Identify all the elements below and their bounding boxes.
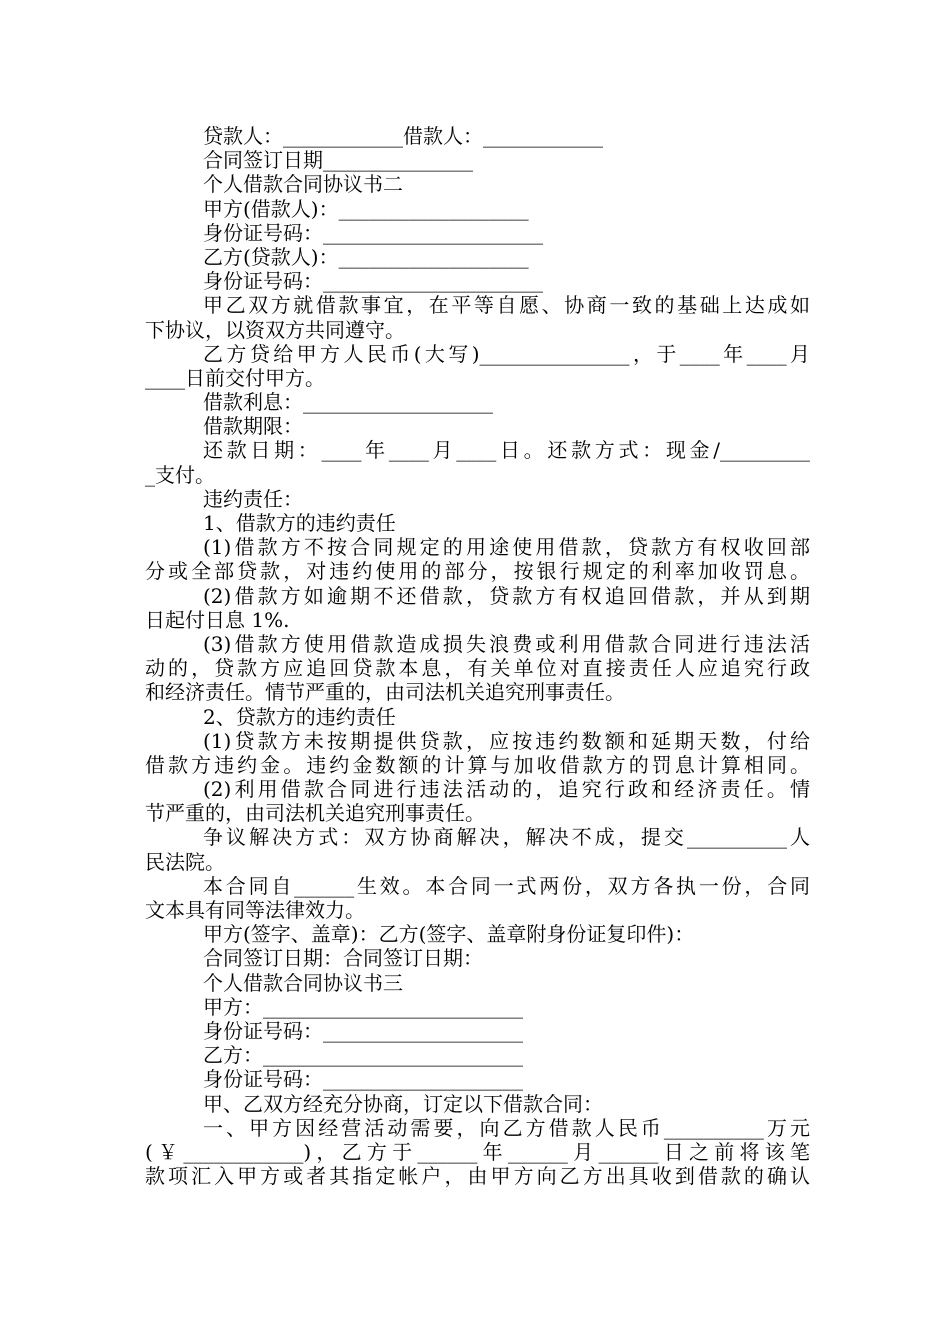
text-line: 甲、乙双方经充分协商，订定以下借款合同： bbox=[203, 1091, 603, 1116]
text-line: 甲方(签字、盖章)：乙方(签字、盖章附身份证复印件)： bbox=[203, 922, 695, 947]
text-line: 动的，贷款方应追回贷款本息，有关单位对直接责任人应追究行政 bbox=[145, 656, 810, 681]
text-line: 下协议，以资双方共同遵守。 bbox=[145, 317, 405, 342]
text-line: 借款期限： bbox=[203, 414, 303, 439]
text-line: 身份证号码：____________________ bbox=[203, 1018, 523, 1043]
text-line: 甲方(借款人)：___________________ bbox=[203, 196, 529, 221]
text-line: 身份证号码：____________________ bbox=[203, 1067, 523, 1092]
text-line: 争议解决方式：双方协商解决，解决不成，提交__________人 bbox=[203, 825, 810, 850]
text-line: (3)借款方使用借款造成损失浪费或利用借款合同进行违法活 bbox=[203, 631, 810, 656]
text-line: 贷款人：____________借款人：____________ bbox=[203, 124, 603, 148]
text-line: 身份证号码：______________________ bbox=[203, 269, 543, 294]
document-body bbox=[145, 124, 810, 1188]
text-line: 乙方(贷款人)：___________________ bbox=[203, 244, 529, 269]
text-line: 分或全部贷款，对违约使用的部分，按银行规定的利率加收罚息。 bbox=[145, 559, 810, 584]
text-line: 乙方：__________________________ bbox=[203, 1043, 523, 1068]
text-line: 个人借款合同协议书三 bbox=[203, 970, 403, 995]
text-line: (2)借款方如逾期不还借款，贷款方有权追回借款，并从到期 bbox=[203, 583, 810, 608]
text-line: 甲方：__________________________ bbox=[203, 994, 523, 1019]
text-line: 违约责任： bbox=[203, 486, 303, 511]
text-line: 本合同自______生效。本合同一式两份，双方各执一份，合同 bbox=[203, 873, 810, 898]
text-line: (￥____________)，乙方于______年______月______日之前将该笔 bbox=[145, 1139, 810, 1164]
text-line: 还款日期：____年____月____日。还款方式：现金/_________ bbox=[203, 438, 810, 463]
text-line: 乙方贷给甲方人民币(大写)_______________，于____年____月 bbox=[203, 341, 810, 366]
text-line: (1)借款方不按合同规定的用途使用借款，贷款方有权收回部 bbox=[203, 535, 810, 560]
text-line: (1)贷款方未按期提供贷款，应按违约数额和延期天数，付给 bbox=[203, 728, 810, 753]
text-line: (2)利用借款合同进行违法活动的，追究行政和经济责任。情 bbox=[203, 777, 810, 802]
text-line: 和经济责任。情节严重的，由司法机关追究刑事责任。 bbox=[145, 680, 625, 705]
text-line: 一、甲方因经营活动需要，向乙方借款人民币__________万元 bbox=[203, 1115, 810, 1140]
text-line: 民法院。 bbox=[145, 849, 225, 874]
text-line: 个人借款合同协议书二 bbox=[203, 172, 403, 197]
text-line: 文本具有同等法律效力。 bbox=[145, 898, 365, 922]
text-line: 2、贷款方的违约责任 bbox=[203, 704, 396, 729]
text-line: 合同签订日期：合同签订日期： bbox=[203, 946, 483, 971]
text-line: 1、借款方的违约责任 bbox=[203, 511, 396, 535]
text-line: 节严重的，由司法机关追究刑事责任。 bbox=[145, 801, 485, 826]
text-line: 身份证号码：______________________ bbox=[203, 220, 543, 245]
text-line: 借款利息：___________________ bbox=[203, 390, 493, 415]
text-line: ____日前交付甲方。 bbox=[145, 365, 325, 390]
text-line: 款项汇入甲方或者其指定帐户，由甲方向乙方出具收到借款的确认 bbox=[145, 1164, 810, 1189]
text-line: 日起付日息 1%. bbox=[145, 607, 290, 632]
text-line: 借款方违约金。违约金数额的计算与加收借款方的罚息计算相同。 bbox=[145, 752, 810, 777]
text-line: 合同签订日期_______________ bbox=[203, 148, 473, 173]
text-line: 甲乙双方就借款事宜，在平等自愿、协商一致的基础上达成如 bbox=[203, 293, 810, 318]
text-line: _支付。 bbox=[145, 462, 215, 487]
